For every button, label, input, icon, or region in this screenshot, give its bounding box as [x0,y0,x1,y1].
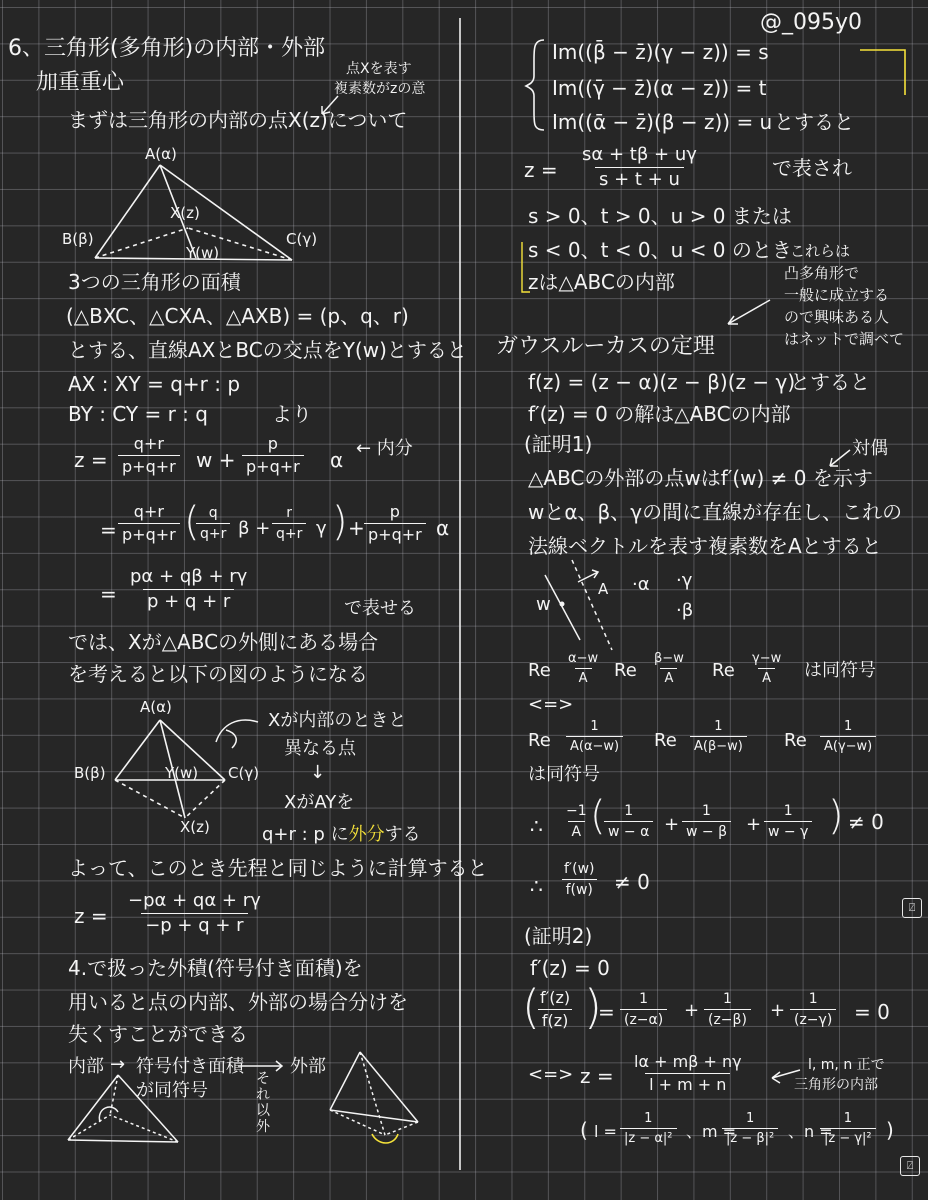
re-frac-1: $\frac{\alpha-w}{A}$ [568,651,599,686]
eq8-open: ( [580,1118,588,1142]
system-tail: とすると [774,110,854,134]
curly-arrow [216,720,258,748]
eq3-frac: $\frac{p\alpha + q\beta + r\gamma}{p + q + r}$ [130,566,248,612]
eq6-frac: $\frac{f'(z)}{f(z)}$ [536,990,574,1029]
eq7-lhs: z = [580,1064,614,1088]
re-1: Re [528,660,551,681]
outer-area-triangle [330,1052,418,1135]
tri2-note-line2: 異なる点 [284,738,356,759]
eq2-frac1: $\frac{q+r}{p+q+r}$ [118,504,180,543]
eq6-f2: $\frac{1}{(z-\beta)}$ [704,992,751,1027]
therefore-1-f3: $\frac{1}{w - \gamma}$ [764,804,812,839]
eq2-eq: = [100,518,117,542]
eq6-f1: $\frac{1}{(z-\alpha)}$ [620,992,667,1027]
eq8-l: l = [594,1122,617,1141]
ratio-2: BY : CY = r : q [68,402,208,426]
tri2-label-C: C(γ) [228,764,260,782]
flow-vertical-1: れ [256,1087,270,1103]
re2-1: Re [528,730,551,751]
flow-vertical-3: 外 [256,1119,270,1135]
eq7-note-1: l, m, n 正で [808,1057,885,1073]
therefore-1-ne: ≠ 0 [848,810,884,834]
area-line-3: とする、直線AXとBCの交点をY(w)とすると [68,338,467,362]
para4-line-1: 4.で扱った外積(符号付き面積)を [68,956,363,980]
eq1-alpha: α [330,448,344,472]
fig-gamma: ·γ [676,570,693,591]
proof1-title: (証明1) [524,432,593,456]
eq8-frac-l: $\frac{1}{\text{|z − α|²}}$ [620,1112,677,1145]
proof1-note: 対偶 [852,438,888,459]
re-frac-3: $\frac{\gamma-w}{A}$ [752,651,782,686]
eq5-tail: で表され [772,156,852,180]
page-icon-2: ⍁ [900,1156,920,1176]
outside-line-1: では、Xが△ABCの外側にある場合 [68,630,379,654]
tri2-note-line3: XがAYを [284,792,355,813]
eq2-frac-g2: $\frac{r}{q+r}$ [272,506,306,541]
eq8-frac-n: $\frac{1}{\text{|z − γ|²}}$ [820,1112,876,1145]
flow-same: が同符号 [136,1080,208,1101]
normal-vector-figure [545,560,612,650]
eq6-f3: $\frac{1}{(z-\gamma)}$ [790,992,836,1027]
same-sign: は同符号 [528,764,600,785]
area-line-1: 3つの三角形の面積 [68,270,241,294]
eq2-gamma: γ [316,518,327,539]
tri2-note-line4: q+r : p に外分する [262,824,421,845]
therefore-1-f1: $\frac{1}{w - \alpha}$ [604,804,653,839]
note-x-line2: 複素数がzの意 [334,81,426,97]
re-frac-2: $\frac{\beta-w}{A}$ [654,651,684,686]
cond-2: s < 0、t < 0、u < 0 のとき [528,238,792,262]
external-division-highlight: 外分 [348,824,385,845]
tri2-label-B: B(β) [74,764,106,782]
re2-frac-2: $\frac{1}{A(\beta-w)}$ [690,720,747,753]
tri2-note-line1: Xが内部のときと [268,710,407,731]
cond-3: zは△ABCの内部 [528,270,675,294]
fig-alpha: ·α [632,574,650,595]
therefore-2-frac: $\frac{f'(w)}{f(w)}$ [560,862,598,897]
eq5-lhs: z = [524,158,558,182]
eq7-note-2: 三角形の内部 [794,1077,878,1093]
flow-vertical-2: 以 [256,1103,270,1119]
re-3: Re [712,660,735,681]
fig-A: A [598,580,609,598]
flow-signed: 符号付き面積 [136,1056,244,1077]
eq2-frac-g1: $\frac{q}{q+r}$ [196,506,230,541]
gauss-eq-1: f(z) = (z − α)(z − β)(z − γ) [528,370,796,394]
tri1-label-A: A(α) [145,145,177,163]
system-eq-2: Im((γ̄ − z̄)(α − z)) = t [552,76,767,100]
iff-1: <=> [528,694,574,715]
eq8-close: ) [886,1118,894,1142]
flow-arrow-1: → [110,1054,126,1075]
therefore-1-coef: $\frac{-1}{A}$ [566,803,587,840]
author-handle: @_095y0 [760,10,863,35]
eq2-plus: + [348,516,365,540]
eq1-lhs: z = [74,448,108,472]
proof2-title: (証明2) [524,924,593,948]
tri2-label-A: A(α) [140,698,172,716]
fig-w: w [536,594,551,615]
tri1-label-Y: Y(w) [186,244,220,262]
eq6-eq: = [598,1000,615,1024]
side-note-2: 一般に成立する [784,286,890,304]
para4-line-3: 失くすことができる [68,1022,248,1046]
eq1-w: w + [196,448,236,472]
therefore-2: ∴ [530,874,543,898]
proof2-eq: f′(z) = 0 [530,956,610,980]
re2-frac-1: $\frac{1}{A(\alpha-w)}$ [566,720,623,753]
side-note-3: ので興味ある人 [784,308,890,326]
therefore-2-ne: ≠ 0 [614,870,650,894]
system-brace [526,40,544,130]
re2-frac-3: $\frac{1}{A(\gamma-w)}$ [820,720,876,753]
eq7-iff: <=> [528,1064,574,1085]
flow-arrow-2 [238,1061,282,1071]
eq4-lhs: z = [74,904,108,928]
eq7-frac: $\frac{l\alpha + m\beta + n\gamma}{l + m + n}$ [634,1052,742,1094]
note-x-line1: 点Xを表す [346,61,412,77]
ratio-2-tail: より [272,402,312,426]
cond-1: s > 0、t > 0、u > 0 または [528,204,792,228]
para4-line-2: 用いると点の内部、外部の場合分けを [68,990,408,1014]
section-title: 6、三角形(多角形)の内部・外部 [8,36,326,61]
tri2-label-X: X(z) [180,818,210,836]
eq8-m: 、m = [686,1122,737,1141]
yellow-arc [372,1134,398,1143]
therefore-1: ∴ [530,814,543,838]
eq2-beta: β + [238,518,271,539]
calc-line: よって、このとき先程と同じように計算すると [68,856,488,880]
flow-inner: 内部 [68,1056,104,1077]
proof1-line-1: △ABCの外部の点wはf′(w) ≠ 0 を示す [528,466,873,490]
flow-outer: 外部 [290,1056,326,1077]
tri1-label-C: C(γ) [286,230,318,248]
system-eq-3: Im((ᾱ − z̄)(β − z)) = u [552,110,773,134]
eq4-frac: $\frac{-p\alpha + q\alpha + r\gamma}{-p + q + r}$ [128,890,261,936]
contrapositive-arrow [830,450,850,466]
eq3-tail: で表せる [344,598,416,619]
system-eq-1: Im((β̄ − z̄)(γ − z)) = s [552,40,769,64]
side-note-4: はネットで調べて [784,330,905,348]
tri2-label-Y: Y(w) [165,764,199,782]
yellow-corner-mark [860,50,905,95]
gauss-eq-2: f′(z) = 0 の解は△ABCの内部 [528,402,791,426]
re2-3: Re [784,730,807,751]
eq3-eq: = [100,582,117,606]
side-note-0: これらは [790,242,851,260]
side-note-arrow [728,300,770,324]
eq1-frac1: $\frac{q+r}{p+q+r}$ [118,436,180,475]
gauss-title: ガウスルーカスの定理 [496,334,715,359]
eq2-frac2: $\frac{p}{p+q+r}$ [364,504,426,543]
side-note-1: 凸多角形で [784,264,860,282]
eq2-alpha: α [436,516,450,540]
re-2: Re [614,660,637,681]
eq5-frac: $\frac{s\alpha + t\beta + u\gamma}{s + t + u}$ [582,144,697,190]
ratio-1: AX : XY = q+r : p [68,372,241,396]
area-line-2: (△BXC、△CXA、△AXB) = (p、q、r) [66,304,409,328]
flow-vertical-0: そ [256,1071,270,1087]
eq1-frac2: $\frac{p}{p+q+r}$ [242,436,304,475]
section-subtitle: 加重重心 [36,70,125,95]
tri2-note-arrow: ↓ [310,762,326,783]
eq6-tail: = 0 [854,1000,890,1024]
re-tail: は同符号 [804,660,876,681]
proof1-line-3: 法線ベクトルを表す複素数をAとすると [528,534,882,558]
tri1-label-B: B(β) [62,230,94,248]
tri1-label-X: X(z) [170,204,200,222]
eq1-note: ← 内分 [356,438,413,459]
proof1-line-2: wとα、β、γの間に直線が存在し、これの [528,500,903,524]
page-icon-1: ⍁ [902,898,922,918]
eq8-n: 、n = [788,1122,833,1141]
eq8-frac-m: $\frac{1}{\text{|z − β|²}}$ [722,1112,778,1145]
intro-text: まずは三角形の内部の点X(z)について [68,108,408,132]
re2-2: Re [654,730,677,751]
gauss-eq-1-tail: とすると [790,370,870,394]
therefore-1-f2: $\frac{1}{w - \beta}$ [682,804,731,839]
fig-beta: ·β [676,600,694,621]
outside-line-2: を考えると以下の図のようになる [68,662,368,686]
